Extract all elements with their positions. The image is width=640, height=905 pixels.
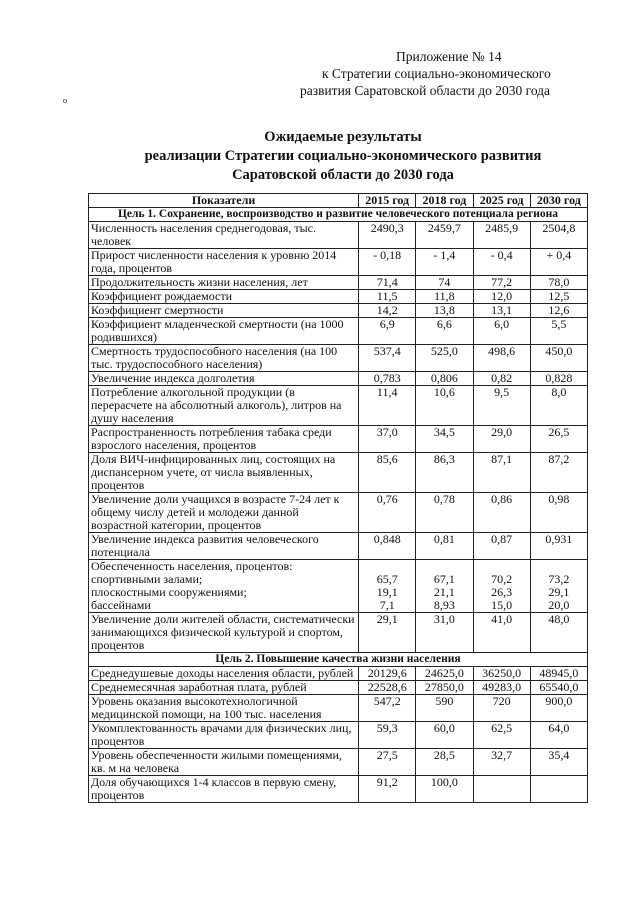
title-line-2: реализации Стратегии социально-экономического развития	[144, 148, 542, 164]
cell-2030: 0,931	[530, 533, 587, 560]
sports-item-label: бассейнами	[91, 598, 151, 612]
cell-2030: 8,0	[530, 386, 587, 426]
table-row	[89, 276, 588, 290]
header-year-2015: 2015 год	[359, 194, 416, 208]
sports-item-label: плоскостными сооружениями;	[91, 585, 247, 599]
appendix-header	[300, 48, 600, 99]
cell-2018: 11,8	[416, 290, 473, 304]
cell-2025: 29,0	[473, 426, 530, 453]
cell-2030: 5,5	[530, 318, 587, 345]
row-label	[89, 560, 359, 613]
title-line-1: Ожидаемые результаты	[264, 129, 422, 145]
cell-2015: 14,2	[359, 304, 416, 318]
table-row	[89, 749, 588, 776]
appendix-line-3: развития Саратовской области до 2030 года	[300, 83, 551, 98]
row-label: Среднемесячная заработная плата, рублей	[89, 681, 359, 695]
row-label: Доля обучающихся 1-4 классов в первую смену, процентов	[89, 776, 359, 803]
header-year-2018: 2018 год	[416, 194, 473, 208]
cell-2025: 0,87	[473, 533, 530, 560]
cell-2025: 77,2	[473, 276, 530, 290]
cell-2015: 11,5	[359, 290, 416, 304]
table-row	[89, 426, 588, 453]
cell-2018: 6,6	[416, 318, 473, 345]
cell-2030: 900,0	[530, 695, 587, 722]
cell-2030: 64,0	[530, 722, 587, 749]
cell-2015: - 0,18	[359, 249, 416, 276]
table-row	[89, 695, 588, 722]
cell-2025: 6,0	[473, 318, 530, 345]
corner-mark: о	[63, 96, 67, 105]
cell-2018: 67,1 21,1 8,93	[416, 560, 473, 613]
cell-2018: 100,0	[416, 776, 473, 803]
cell-2030: 0,98	[530, 493, 587, 533]
table-row	[89, 613, 588, 653]
cell-2018: 0,806	[416, 372, 473, 386]
row-label: Потребление алкогольной продукции (в перерасчете на абсолютный алкоголь), литров на душу населения	[89, 386, 359, 426]
row-label: Уровень обеспеченности жилыми помещениями, кв. м на человека	[89, 749, 359, 776]
cell-2018: 74	[416, 276, 473, 290]
table-row	[89, 304, 588, 318]
cell-2015: 547,2	[359, 695, 416, 722]
cell-2025: 2485,9	[473, 222, 530, 249]
table-row	[89, 722, 588, 749]
cell-2018: 34,5	[416, 426, 473, 453]
cell-2030: 73,2 29,1 20,0	[530, 560, 587, 613]
cell-2015: 0,76	[359, 493, 416, 533]
document-title	[88, 128, 598, 185]
cell-2018: 28,5	[416, 749, 473, 776]
header-year-2025: 2025 год	[473, 194, 530, 208]
row-label: Коэффициент рождаемости	[89, 290, 359, 304]
cell-2018: 0,81	[416, 533, 473, 560]
cell-2030: 78,0	[530, 276, 587, 290]
table-body	[89, 208, 588, 803]
cell-2015: 0,783	[359, 372, 416, 386]
header-year-2030: 2030 год	[530, 194, 587, 208]
row-label: Уровень оказания высокотехнологичной медицинской помощи, на 100 тыс. населения	[89, 695, 359, 722]
cell-2030: 26,5	[530, 426, 587, 453]
cell-2015: 6,9	[359, 318, 416, 345]
cell-2025: 62,5	[473, 722, 530, 749]
cell-2018: 10,6	[416, 386, 473, 426]
cell-2025: 32,7	[473, 749, 530, 776]
cell-2030: 0,828	[530, 372, 587, 386]
cell-2025	[473, 776, 530, 803]
table-row	[89, 667, 588, 681]
cell-2025: 0,82	[473, 372, 530, 386]
cell-2030	[530, 776, 587, 803]
cell-2030: 12,6	[530, 304, 587, 318]
table-row	[89, 681, 588, 695]
table-row	[89, 318, 588, 345]
cell-2030: + 0,4	[530, 249, 587, 276]
row-label: Численность населения среднегодовая, тыс. человек	[89, 222, 359, 249]
cell-2015: 22528,6	[359, 681, 416, 695]
table-row	[89, 345, 588, 372]
row-label: Смертность трудоспособного населения (на 100 тыс. трудоспособного населения)	[89, 345, 359, 372]
section-row-goal-2	[89, 653, 588, 667]
cell-2015: 65,7 19,1 7,1	[359, 560, 416, 613]
table-row	[89, 249, 588, 276]
row-label: Распространенность потребления табака среди взрослого населения, процентов	[89, 426, 359, 453]
cell-2025: 12,0	[473, 290, 530, 304]
cell-2018: 24625,0	[416, 667, 473, 681]
cell-2030: 48,0	[530, 613, 587, 653]
table-row	[89, 453, 588, 493]
row-label: Увеличение доли жителей области, систематически занимающихся физической культурой и спортом, процентов	[89, 613, 359, 653]
row-label: Доля ВИЧ-инфицированных лиц, состоящих на диспансерном учете, от числа выявленных, процентов	[89, 453, 359, 493]
table-row	[89, 290, 588, 304]
cell-2018: 31,0	[416, 613, 473, 653]
cell-2030: 450,0	[530, 345, 587, 372]
cell-2018: 60,0	[416, 722, 473, 749]
row-label: Продолжительность жизни населения, лет	[89, 276, 359, 290]
table-row-sports-provision	[89, 560, 588, 613]
title-line-3: Саратовской области до 2030 года	[232, 167, 454, 183]
table-row	[89, 386, 588, 426]
table-row	[89, 776, 588, 803]
cell-2015: 537,4	[359, 345, 416, 372]
cell-2018: 0,78	[416, 493, 473, 533]
row-label: Коэффициент смертности	[89, 304, 359, 318]
header-indicators: Показатели	[89, 194, 359, 208]
cell-2018: 27850,0	[416, 681, 473, 695]
row-label: Увеличение доли учащихся в возрасте 7-24 лет к общему числу детей и молодежи данной возрастной категории, процентов	[89, 493, 359, 533]
cell-2018: 86,3	[416, 453, 473, 493]
cell-2025: 13,1	[473, 304, 530, 318]
cell-2030: 12,5	[530, 290, 587, 304]
section-title-goal-1: Цель 1. Сохранение, воспроизводство и развитие человеческого потенциала региона	[89, 208, 588, 222]
cell-2025: - 0,4	[473, 249, 530, 276]
cell-2025: 498,6	[473, 345, 530, 372]
cell-2018: 590	[416, 695, 473, 722]
cell-2030: 48945,0	[530, 667, 587, 681]
cell-2015: 2490,3	[359, 222, 416, 249]
cell-2018: - 1,4	[416, 249, 473, 276]
row-label: Среднедушевые доходы населения области, рублей	[89, 667, 359, 681]
cell-2015: 29,1	[359, 613, 416, 653]
cell-2015: 91,2	[359, 776, 416, 803]
row-label: Увеличение индекса долголетия	[89, 372, 359, 386]
appendix-line-2: к Стратегии социально-экономического	[322, 66, 551, 81]
row-label: Коэффициент младенческой смертности (на 1000 родившихся)	[89, 318, 359, 345]
results-table	[88, 193, 588, 803]
cell-2015: 85,6	[359, 453, 416, 493]
cell-2015: 11,4	[359, 386, 416, 426]
cell-2015: 37,0	[359, 426, 416, 453]
table-row	[89, 533, 588, 560]
row-label: Укомплектованность врачами для физических лиц, процентов	[89, 722, 359, 749]
sports-item-label: спортивными залами;	[91, 572, 203, 586]
cell-2030: 65540,0	[530, 681, 587, 695]
cell-2025: 0,86	[473, 493, 530, 533]
appendix-number: Приложение № 14	[396, 49, 502, 64]
sports-label: Обеспеченность населения, процентов:	[91, 559, 293, 573]
cell-2030: 2504,8	[530, 222, 587, 249]
table-row	[89, 222, 588, 249]
cell-2015: 0,848	[359, 533, 416, 560]
row-label: Увеличение индекса развития человеческого потенциала	[89, 533, 359, 560]
table-row	[89, 372, 588, 386]
cell-2015: 71,4	[359, 276, 416, 290]
row-label: Прирост численности населения к уровню 2014 года, процентов	[89, 249, 359, 276]
table-row	[89, 493, 588, 533]
cell-2030: 87,2	[530, 453, 587, 493]
cell-2015: 27,5	[359, 749, 416, 776]
cell-2015: 20129,6	[359, 667, 416, 681]
cell-2018: 13,8	[416, 304, 473, 318]
cell-2025: 9,5	[473, 386, 530, 426]
cell-2015: 59,3	[359, 722, 416, 749]
section-row-goal-1	[89, 208, 588, 222]
cell-2030: 35,4	[530, 749, 587, 776]
cell-2025: 720	[473, 695, 530, 722]
cell-2018: 525,0	[416, 345, 473, 372]
cell-2025: 36250,0	[473, 667, 530, 681]
cell-2025: 41,0	[473, 613, 530, 653]
cell-2018: 2459,7	[416, 222, 473, 249]
cell-2025: 70,2 26,3 15,0	[473, 560, 530, 613]
cell-2025: 87,1	[473, 453, 530, 493]
table-header-row	[89, 194, 588, 208]
cell-2025: 49283,0	[473, 681, 530, 695]
section-title-goal-2: Цель 2. Повышение качества жизни населения	[89, 653, 588, 667]
